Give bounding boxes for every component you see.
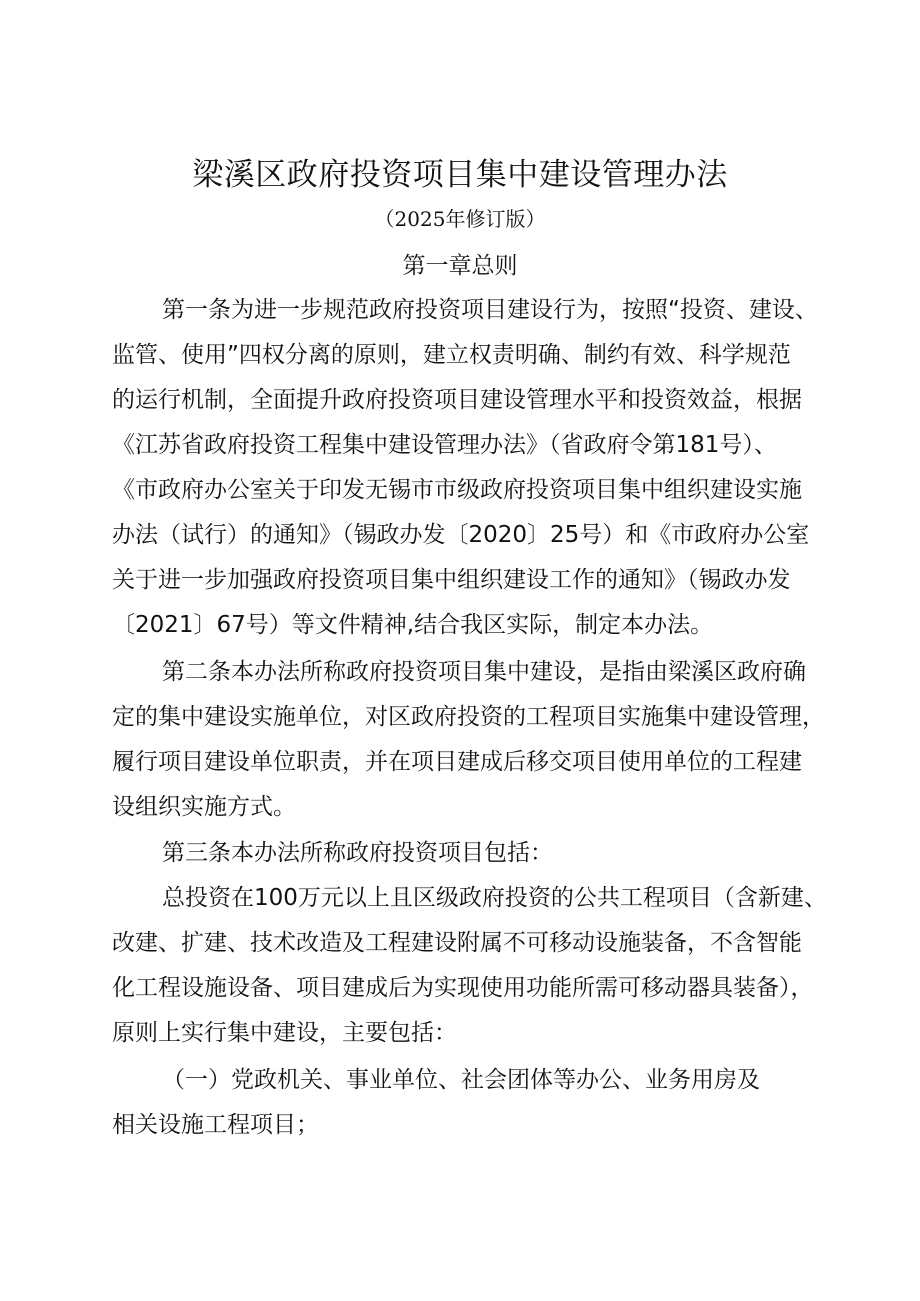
- text-line: 履行项目建设单位职责，并在项目建成后移交项目使用单位的工程建: [112, 749, 802, 775]
- text-line: 化工程设施设备、项目建成后为实现使用功能所需可移动器具装备），: [112, 975, 814, 1001]
- text-line: 《江苏省政府投资工程集中建设管理办法》（省政府令第181号）、: [112, 432, 777, 458]
- text-line: 第一条为进一步规范政府投资项目建设行为，按照“投资、建设、: [162, 297, 818, 323]
- text-line: 第二条本办法所称政府投资项目集中建设，是指由梁溪区政府确: [162, 659, 806, 685]
- text-line: 原则上实行集中建设，主要包括：: [112, 1020, 457, 1046]
- text-line: 改建、扩建、技术改造及工程建设附属不可移动设施装备，不含智能: [112, 930, 802, 956]
- text-line: 〔2021〕67号）等文件精神,结合我区实际，制定本办法。: [112, 612, 714, 638]
- chapter-heading: 第一章总则: [402, 253, 518, 279]
- document-title: 梁溪区政府投资项目集中建设管理办法: [192, 157, 728, 193]
- text-line: 的运行机制，全面提升政府投资项目建设管理水平和投资效益，根据: [112, 387, 802, 413]
- text-line: 设组织实施方式。: [112, 794, 296, 820]
- document-subtitle: （2025年修订版）: [374, 207, 546, 231]
- text-line: 相关设施工程项目；: [112, 1112, 319, 1138]
- text-line: 办法（试行）的通知》（锡政办发〔2020〕25号）和《市政府办公室: [112, 522, 810, 548]
- text-line: 第三条本办法所称政府投资项目包括：: [162, 840, 553, 866]
- text-line: 《市政府办公室关于印发无锡市市级政府投资项目集中组织建设实施: [112, 477, 802, 503]
- text-line: 总投资在100万元以上且区级政府投资的公共工程项目（含新建、: [162, 885, 827, 911]
- text-line: 关于进一步加强政府投资项目集中组织建设工作的通知》（锡政办发: [112, 567, 791, 593]
- text-line: 监管、使用”四权分离的原则，建立权责明确、制约有效、科学规范: [112, 342, 791, 368]
- text-line: 定的集中建设实施单位，对区政府投资的工程项目实施集中建设管理，: [112, 704, 825, 730]
- text-line: （一）党政机关、事业单位、社会团体等办公、业务用房及: [162, 1067, 760, 1093]
